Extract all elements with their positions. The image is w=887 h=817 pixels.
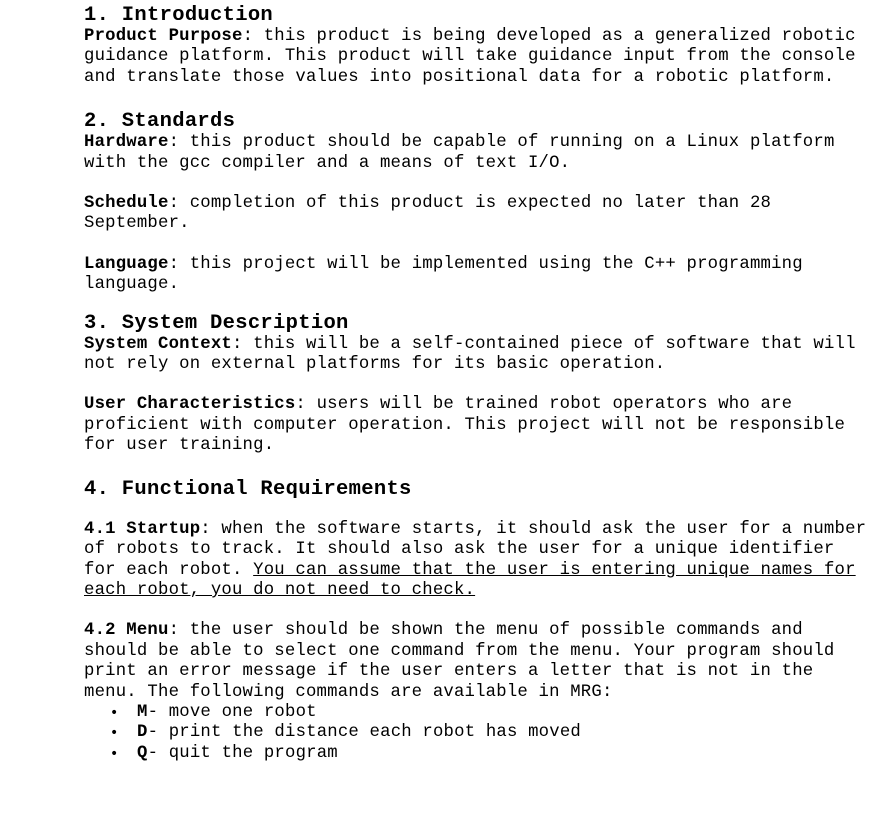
language-label: Language xyxy=(84,254,169,274)
command-list xyxy=(84,703,874,764)
command-key: Q xyxy=(137,743,148,763)
system-context-text: : this will be a self-contained piece of software that will not rely on external platforms for its basic operation. xyxy=(84,334,856,375)
startup-paragraph xyxy=(84,520,874,602)
schedule-label: Schedule xyxy=(84,194,169,214)
section-heading-functional-requirements: 4. Functional Requirements xyxy=(84,477,412,501)
section-heading-introduction: 1. Introduction xyxy=(84,4,274,27)
product-purpose-paragraph xyxy=(84,27,874,88)
bullet-icon: • xyxy=(110,704,119,721)
startup-text: : when the software starts, it should ask the user for a number of robots to track. It should also ask the user for a unique identifier for each robot. xyxy=(84,519,867,580)
document-page xyxy=(84,5,874,764)
command-item-quit xyxy=(110,744,874,764)
schedule-paragraph xyxy=(84,194,874,235)
product-purpose-text: : this product is being developed as a generalized robotic guidance platform. This product will take guidance input from the console and translate those values into positional data for a robotic platform. xyxy=(84,27,856,87)
user-characteristics-label: User Characteristics xyxy=(84,395,296,415)
language-text: : this project will be implemented using the C++ programming language. xyxy=(84,254,803,295)
command-key: D xyxy=(137,723,148,743)
startup-underlined-note: You can assume that the user is entering unique names for each robot, you do not need to check. xyxy=(84,560,856,600)
language-paragraph xyxy=(84,255,874,296)
schedule-text: : completion of this product is expected no later than 28 September. xyxy=(84,194,772,234)
menu-label: 4.2 Menu xyxy=(84,621,169,641)
user-characteristics-text: : users will be trained robot operators who are proficient with computer operation. This project will not be responsible for user training. xyxy=(84,395,846,456)
hardware-text: : this product should be capable of running on a Linux platform with the gcc compiler and a means of text I/O. xyxy=(84,133,835,173)
user-characteristics-paragraph xyxy=(84,395,874,456)
system-context-label: System Context xyxy=(84,334,232,354)
command-key: M xyxy=(137,702,148,722)
startup-label: 4.1 Startup xyxy=(84,519,201,539)
menu-paragraph xyxy=(84,621,874,703)
system-context-paragraph xyxy=(84,335,874,376)
product-purpose-label: Product Purpose xyxy=(84,27,243,46)
hardware-paragraph xyxy=(84,133,874,174)
command-description: - move one robot xyxy=(147,702,317,722)
hardware-label: Hardware xyxy=(84,133,169,153)
bullet-icon: • xyxy=(110,725,119,742)
command-description: - print the distance each robot has moved xyxy=(147,723,581,743)
command-description: - quit the program xyxy=(147,743,338,763)
command-item-move xyxy=(110,703,874,723)
section-heading-system-description: 3. System Description xyxy=(84,311,349,335)
menu-text: : the user should be shown the menu of possible commands and should be able to select one command from the menu. Your program should print an error message if the user enters a letter that is not in the menu. The following commands are available in MRG: xyxy=(84,621,835,702)
section-heading-standards: 2. Standards xyxy=(84,110,236,134)
bullet-icon: • xyxy=(110,745,119,762)
command-item-distance xyxy=(110,723,874,743)
